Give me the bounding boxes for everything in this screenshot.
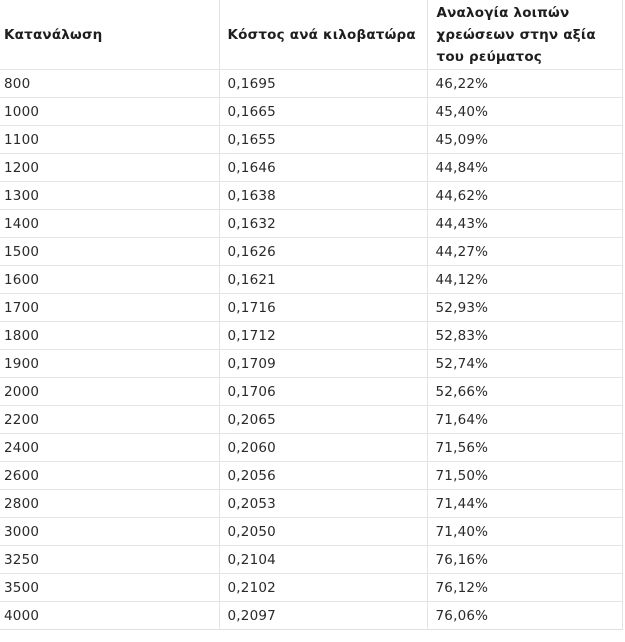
cell-other-charges-ratio: 45,40%: [427, 98, 622, 126]
cell-other-charges-ratio: 52,74%: [427, 350, 622, 378]
table-row: [0, 574, 622, 602]
cell-consumption: 1800: [0, 322, 219, 350]
cell-cost-per-kwh: 0,1709: [219, 350, 427, 378]
table-row: [0, 98, 622, 126]
cell-consumption: 4000: [0, 602, 219, 630]
cell-other-charges-ratio: 44,12%: [427, 266, 622, 294]
table-row: [0, 210, 622, 238]
cell-other-charges-ratio: 52,83%: [427, 322, 622, 350]
cell-cost-per-kwh: 0,1638: [219, 182, 427, 210]
table-row: [0, 70, 622, 98]
cell-cost-per-kwh: 0,1626: [219, 238, 427, 266]
cell-other-charges-ratio: 44,84%: [427, 154, 622, 182]
cell-other-charges-ratio: 76,06%: [427, 602, 622, 630]
cell-other-charges-ratio: 71,64%: [427, 406, 622, 434]
cell-cost-per-kwh: 0,1621: [219, 266, 427, 294]
table-row: [0, 462, 622, 490]
cell-consumption: 3000: [0, 518, 219, 546]
cell-cost-per-kwh: 0,1632: [219, 210, 427, 238]
cell-cost-per-kwh: 0,1665: [219, 98, 427, 126]
table-row: [0, 518, 622, 546]
cell-other-charges-ratio: 76,12%: [427, 574, 622, 602]
cell-consumption: 3500: [0, 574, 219, 602]
table-row: [0, 378, 622, 406]
table-row: [0, 434, 622, 462]
cell-cost-per-kwh: 0,2104: [219, 546, 427, 574]
cell-consumption: 1700: [0, 294, 219, 322]
cell-other-charges-ratio: 52,66%: [427, 378, 622, 406]
table-row: [0, 602, 622, 630]
table-row: [0, 238, 622, 266]
table-row: [0, 182, 622, 210]
cell-consumption: 1400: [0, 210, 219, 238]
cell-other-charges-ratio: 44,27%: [427, 238, 622, 266]
cell-cost-per-kwh: 0,1712: [219, 322, 427, 350]
cell-other-charges-ratio: 46,22%: [427, 70, 622, 98]
table-body: [0, 70, 622, 630]
cell-consumption: 2600: [0, 462, 219, 490]
cell-consumption: 1500: [0, 238, 219, 266]
cell-consumption: 2000: [0, 378, 219, 406]
cell-consumption: 1100: [0, 126, 219, 154]
cell-cost-per-kwh: 0,2056: [219, 462, 427, 490]
cell-consumption: 2200: [0, 406, 219, 434]
cell-other-charges-ratio: 52,93%: [427, 294, 622, 322]
table-row: [0, 294, 622, 322]
cell-other-charges-ratio: 76,16%: [427, 546, 622, 574]
table-row: [0, 546, 622, 574]
cell-cost-per-kwh: 0,2102: [219, 574, 427, 602]
cell-other-charges-ratio: 71,56%: [427, 434, 622, 462]
table-header-row: [0, 0, 622, 70]
cell-other-charges-ratio: 45,09%: [427, 126, 622, 154]
cell-cost-per-kwh: 0,2053: [219, 490, 427, 518]
cell-cost-per-kwh: 0,1646: [219, 154, 427, 182]
cell-cost-per-kwh: 0,1655: [219, 126, 427, 154]
cell-consumption: 1000: [0, 98, 219, 126]
cell-other-charges-ratio: 44,62%: [427, 182, 622, 210]
cell-consumption: 1300: [0, 182, 219, 210]
table-row: [0, 350, 622, 378]
table-row: [0, 490, 622, 518]
cell-consumption: 1200: [0, 154, 219, 182]
cell-cost-per-kwh: 0,1706: [219, 378, 427, 406]
cell-cost-per-kwh: 0,2060: [219, 434, 427, 462]
cell-cost-per-kwh: 0,2097: [219, 602, 427, 630]
cell-cost-per-kwh: 0,1695: [219, 70, 427, 98]
cell-other-charges-ratio: 71,44%: [427, 490, 622, 518]
cell-other-charges-ratio: 71,50%: [427, 462, 622, 490]
cell-consumption: 2400: [0, 434, 219, 462]
cell-cost-per-kwh: 0,2050: [219, 518, 427, 546]
cell-cost-per-kwh: 0,1716: [219, 294, 427, 322]
table-row: [0, 154, 622, 182]
cell-consumption: 3250: [0, 546, 219, 574]
cell-consumption: 800: [0, 70, 219, 98]
header-consumption: Κατανάλωση: [0, 0, 219, 70]
table-row: [0, 322, 622, 350]
header-cost-per-kwh: Κόστος ανά κιλοβατώρα: [219, 0, 427, 70]
table-row: [0, 406, 622, 434]
cell-consumption: 1900: [0, 350, 219, 378]
table-row: [0, 126, 622, 154]
table-row: [0, 266, 622, 294]
cell-other-charges-ratio: 71,40%: [427, 518, 622, 546]
cell-consumption: 2800: [0, 490, 219, 518]
cell-consumption: 1600: [0, 266, 219, 294]
cell-other-charges-ratio: 44,43%: [427, 210, 622, 238]
cell-cost-per-kwh: 0,2065: [219, 406, 427, 434]
header-other-charges-ratio: Αναλογία λοιπών χρεώσεων στην αξία του ρεύματος: [427, 0, 622, 70]
